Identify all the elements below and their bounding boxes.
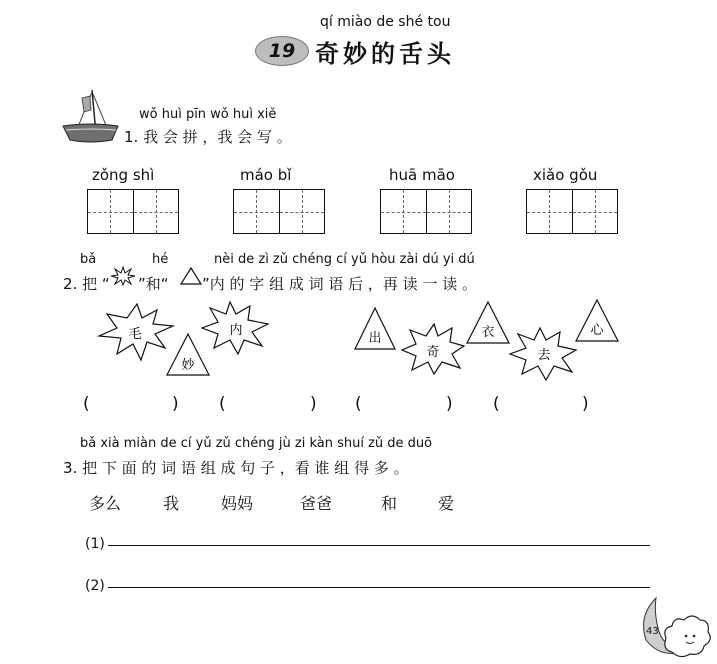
q2-text-b: ”和“ <box>138 275 169 293</box>
writing-grid[interactable] <box>526 189 618 234</box>
sailboat-icon <box>60 88 122 148</box>
q3-pinyin: bǎ xià miàn de cí yǔ zǔ chéng jù zi kàn shuí zǔ de duō <box>80 436 433 451</box>
triangle-shape <box>574 298 620 344</box>
star-shape <box>400 322 466 376</box>
page-number: 43 <box>646 626 659 637</box>
q1-instruction: 1. 我 会 拼 ，我 会 写 。 <box>124 128 292 146</box>
answer-paren-close: ) <box>172 394 179 414</box>
q2-pinyin-rest: nèi de zì zǔ chéng cí yǔ hòu zài dú yi dú <box>214 252 475 267</box>
answer-paren-close: ) <box>582 394 589 414</box>
lesson-number-badge: 19 <box>255 36 309 66</box>
answer-blank[interactable] <box>362 396 446 416</box>
triangle-shape <box>465 300 511 346</box>
star-char: 去 <box>537 348 551 363</box>
writing-grid[interactable] <box>87 189 179 234</box>
q2-text-a: 2. 把 “ <box>63 275 110 293</box>
q3-instruction: 3. 把 下 面 的 词 语 组 成 句 子 ，看 谁 组 得 多 。 <box>63 459 409 477</box>
star-shape <box>508 326 578 382</box>
q1-item-pinyin: huā māo <box>389 166 455 184</box>
writing-grid[interactable] <box>380 189 472 234</box>
word-card: 妈妈 <box>221 494 254 513</box>
answer-paren-open: ( <box>219 394 226 414</box>
star-char: 毛 <box>128 327 142 342</box>
star-char: 奇 <box>426 345 440 360</box>
word-card: 我 <box>163 494 180 513</box>
triangle-shape <box>165 332 211 378</box>
q2-pinyin-he: hé <box>152 252 169 267</box>
q1-item-pinyin: xiǎo gǒu <box>533 166 598 184</box>
star-char: 内 <box>229 323 243 338</box>
star-shape <box>95 302 175 362</box>
answer-line-label: (2) <box>85 578 105 594</box>
q1-item-pinyin: máo bǐ <box>240 166 292 184</box>
q1-item-pinyin: zǒng shì <box>92 166 155 184</box>
answer-paren-open: ( <box>355 394 362 414</box>
answer-blank[interactable] <box>500 396 582 416</box>
triangle-shape <box>353 306 397 352</box>
answer-line-label: (1) <box>85 536 105 552</box>
answer-blank[interactable] <box>226 396 310 416</box>
word-card: 和 <box>381 494 398 513</box>
triangle-char: 妙 <box>181 358 195 373</box>
triangle-char: 出 <box>368 331 382 346</box>
answer-paren-close: ) <box>310 394 317 414</box>
q2-pinyin-ba: bǎ <box>80 252 97 267</box>
title-pinyin: qí miào de shé tou <box>320 14 451 30</box>
word-card: 爱 <box>438 494 455 513</box>
answer-line[interactable] <box>108 545 650 546</box>
triangle-char: 衣 <box>481 325 495 340</box>
triangle-icon <box>180 267 202 285</box>
answer-paren-open: ( <box>493 394 500 414</box>
answer-blank[interactable] <box>90 396 172 416</box>
q1-pinyin: wǒ huì pīn wǒ huì xiě <box>139 107 277 122</box>
answer-line[interactable] <box>108 587 650 588</box>
star-icon <box>110 266 136 286</box>
writing-grid[interactable] <box>233 189 325 234</box>
answer-paren-close: ) <box>446 394 453 414</box>
answer-paren-open: ( <box>83 394 90 414</box>
q2-text-c: ”内 的 字 组 成 词 语 后 ，再 读 一 读 。 <box>202 275 477 293</box>
word-card: 多么 <box>89 494 122 513</box>
word-card: 爸爸 <box>300 494 333 513</box>
triangle-char: 心 <box>590 323 604 338</box>
page-title: 奇妙的舌头 <box>315 39 455 68</box>
